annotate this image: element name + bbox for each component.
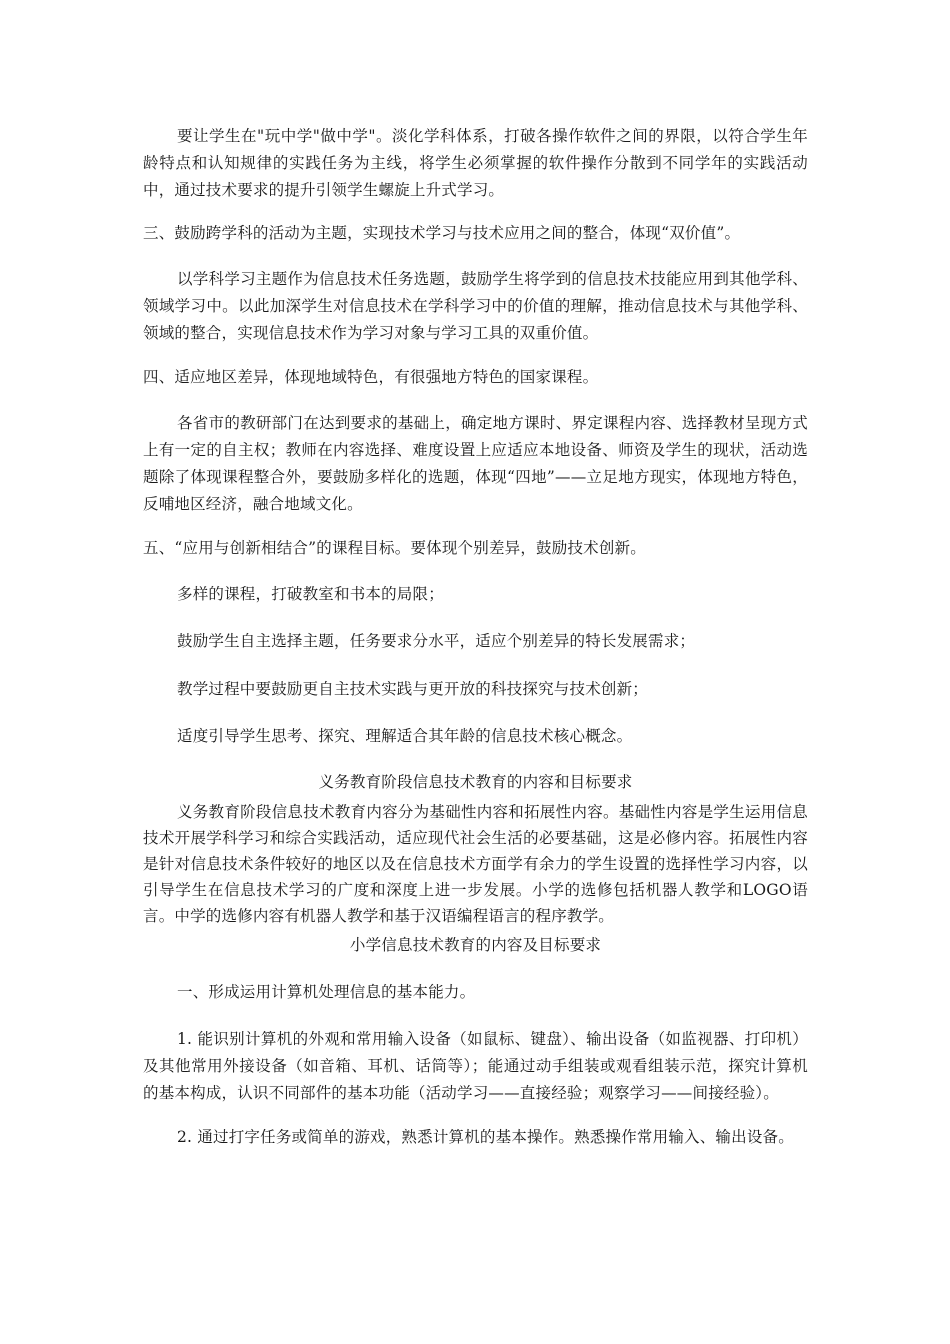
paragraph-regional: 各省市的教研部门在达到要求的基础上，确定地方课时、界定课程内容、选择教材呈现方式上有一定的自主权；教师在内容选择、难度设置上应适应本地设备、师资及学生的现状，活动选题除了体现课程整合外，要鼓励多样化的选题，体现“四地”——立足地方现实，体现地方特色，反哺地区经济，融合地域文化。 <box>143 414 808 513</box>
list-item-core-concepts: 适度引导学生思考、探究、理解适合其年龄的信息技术核心概念。 <box>177 727 633 745</box>
list-item-diverse-courses: 多样的课程，打破教室和书本的局限； <box>177 585 444 603</box>
heading-five: 五、“应用与创新相结合”的课程目标。要体现个别差异，鼓励技术创新。 <box>143 539 646 557</box>
paragraph-item-1: 1. 能识别计算机的外观和常用输入设备（如鼠标、键盘）、输出设备（如监视器、打印机）及其他常用外接设备（如音箱、耳机、话筒等）；能通过动手组装或观看组装示范，探究计算机的基本构成，认识不同部件的基本功能（活动学习——直接经验；观察学习——间接经验）。 <box>143 1030 808 1102</box>
list-item-self-selection: 鼓励学生自主选择主题，任务要求分水平，适应个别差异的特长发展需求； <box>177 632 696 650</box>
list-item-innovation: 教学过程中要鼓励更自主技术实践与更开放的科技探究与技术创新； <box>177 680 649 698</box>
paragraph-play-learn: 要让学生在"玩中学"做中学"。淡化学科体系，打破各操作软件之间的界限，以符合学生年龄特点和认知规律的实践任务为主线，将学生必须掌握的软件操作分散到不同学年的实践活动中，通过技术要求的提升引领学生螺旋上升式学习。 <box>143 127 808 199</box>
paragraph-subject-topics: 以学科学习主题作为信息技术任务选题，鼓励学生将学到的信息技术技能应用到其他学科、领域学习中。以此加深学生对信息技术在学科学习中的价值的理解，推动信息技术与其他学科、领域的整合，实现信息技术作为学习对象与学习工具的双重价值。 <box>143 270 808 342</box>
paragraph-item-2: 2. 通过打字任务或简单的游戏，熟悉计算机的基本操作。熟悉操作常用输入、输出设备。 <box>177 1128 794 1146</box>
heading-one: 一、形成运用计算机处理信息的基本能力。 <box>177 983 476 1001</box>
section-title-primary: 小学信息技术教育的内容及目标要求 <box>349 936 602 954</box>
heading-three: 三、鼓励跨学科的活动为主题，实现技术学习与技术应用之间的整合，体现“双价值”。 <box>143 224 741 242</box>
heading-four: 四、适应地区差异，体现地域特色，有很强地方特色的国家课程。 <box>143 368 599 386</box>
section-title-compulsory-education: 义务教育阶段信息技术教育的内容和目标要求 <box>318 773 633 791</box>
paragraph-content-types: 义务教育阶段信息技术教育内容分为基础性内容和拓展性内容。基础性内容是学生运用信息技术开展学科学习和综合实践活动，适应现代社会生活的必要基础，这是必修内容。拓展性内容是针对信息技术条件较好的地区以及在信息技术方面学有余力的学生设置的选择性学习内容，以引导学生在信息技术学习的广度和深度上进一步发展。小学的选修包括机器人教学和LOGO语言。中学的选修内容有机器人教学和基于汉语编程语言的程序教学。 <box>143 803 808 925</box>
